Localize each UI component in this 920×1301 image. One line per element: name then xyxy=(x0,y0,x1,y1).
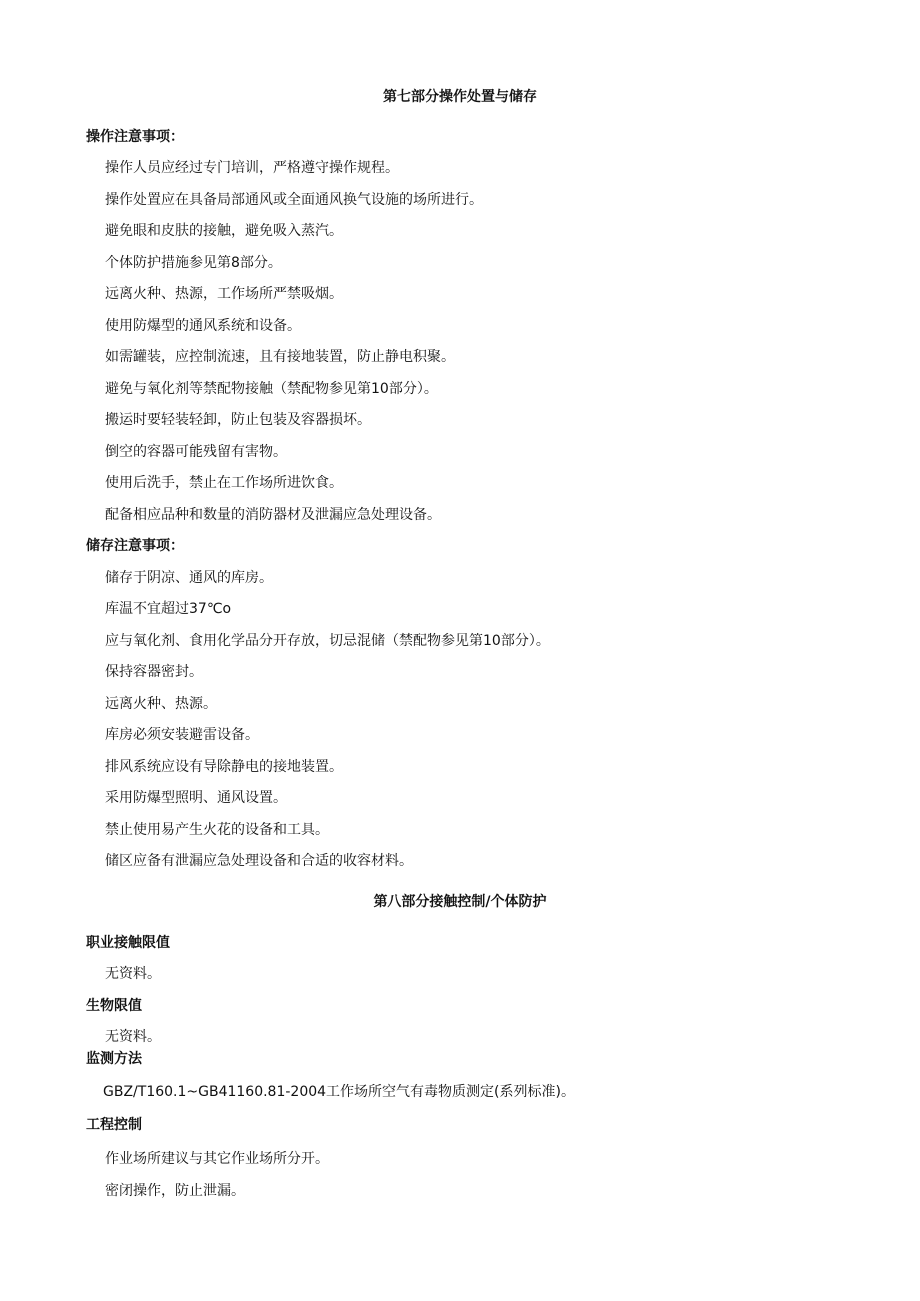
storage-item: 库温不宜超过37℃o xyxy=(105,601,232,617)
handling-item: 避免眼和皮肤的接触，避免吸入蒸汽。 xyxy=(105,223,343,239)
storage-item: 保持容器密封。 xyxy=(105,664,203,680)
handling-item: 个体防护措施参见第8部分。 xyxy=(105,255,282,271)
handling-item: 避免与氧化剂等禁配物接触（禁配物参见第10部分）。 xyxy=(105,381,438,397)
section-8-title: 第八部分接触控制/个体防护 xyxy=(373,894,547,910)
handling-item: 操作处置应在具备局部通风或全面通风换气设施的场所进行。 xyxy=(105,192,483,208)
engineering-item: 作业场所建议与其它作业场所分开。 xyxy=(105,1151,329,1167)
storage-item: 储存于阴凉、通风的库房。 xyxy=(105,570,273,586)
storage-item: 库房必须安装避雷设备。 xyxy=(105,727,259,743)
handling-item: 远离火种、热源，工作场所严禁吸烟。 xyxy=(105,286,343,302)
handling-item: 如需罐装，应控制流速，且有接地装置，防止静电积聚。 xyxy=(105,349,455,365)
storage-item: 应与氧化剂、食用化学品分开存放，切忌混储（禁配物参见第10部分）。 xyxy=(105,633,550,649)
storage-heading: 储存注意事项： xyxy=(86,538,184,554)
occupational-limits-text: 无资料。 xyxy=(105,966,161,982)
monitoring-heading: 监测方法 xyxy=(86,1051,142,1067)
handling-item: 使用后洗手，禁止在工作场所进饮食。 xyxy=(105,475,343,491)
section-7-title: 第七部分操作处置与储存 xyxy=(383,89,537,105)
biological-limits-text: 无资料。 xyxy=(105,1029,161,1045)
storage-item: 储区应备有泄漏应急处理设备和合适的收容材料。 xyxy=(105,853,413,869)
engineering-item: 密闭操作，防止泄漏。 xyxy=(105,1183,245,1199)
handling-item: 操作人员应经过专门培训，严格遵守操作规程。 xyxy=(105,160,399,176)
storage-item: 采用防爆型照明、通风设置。 xyxy=(105,790,287,806)
occupational-limits-heading: 职业接触限值 xyxy=(86,935,170,951)
storage-item: 禁止使用易产生火花的设备和工具。 xyxy=(105,822,329,838)
storage-item: 排风系统应设有导除静电的接地装置。 xyxy=(105,759,343,775)
handling-heading: 操作注意事项： xyxy=(86,129,184,145)
engineering-heading: 工程控制 xyxy=(86,1117,142,1133)
handling-item: 倒空的容器可能残留有害物。 xyxy=(105,444,287,460)
monitoring-text: GBZ/T160.1~GB41160.81-2004工作场所空气有毒物质测定(系列标准)。 xyxy=(103,1084,575,1100)
handling-item: 搬运时要轻装轻卸，防止包装及容器损坏。 xyxy=(105,412,371,428)
handling-item: 配备相应品种和数量的消防器材及泄漏应急处理设备。 xyxy=(105,507,441,523)
biological-limits-heading: 生物限值 xyxy=(86,998,142,1014)
handling-item: 使用防爆型的通风系统和设备。 xyxy=(105,318,301,334)
storage-item: 远离火种、热源。 xyxy=(105,696,217,712)
